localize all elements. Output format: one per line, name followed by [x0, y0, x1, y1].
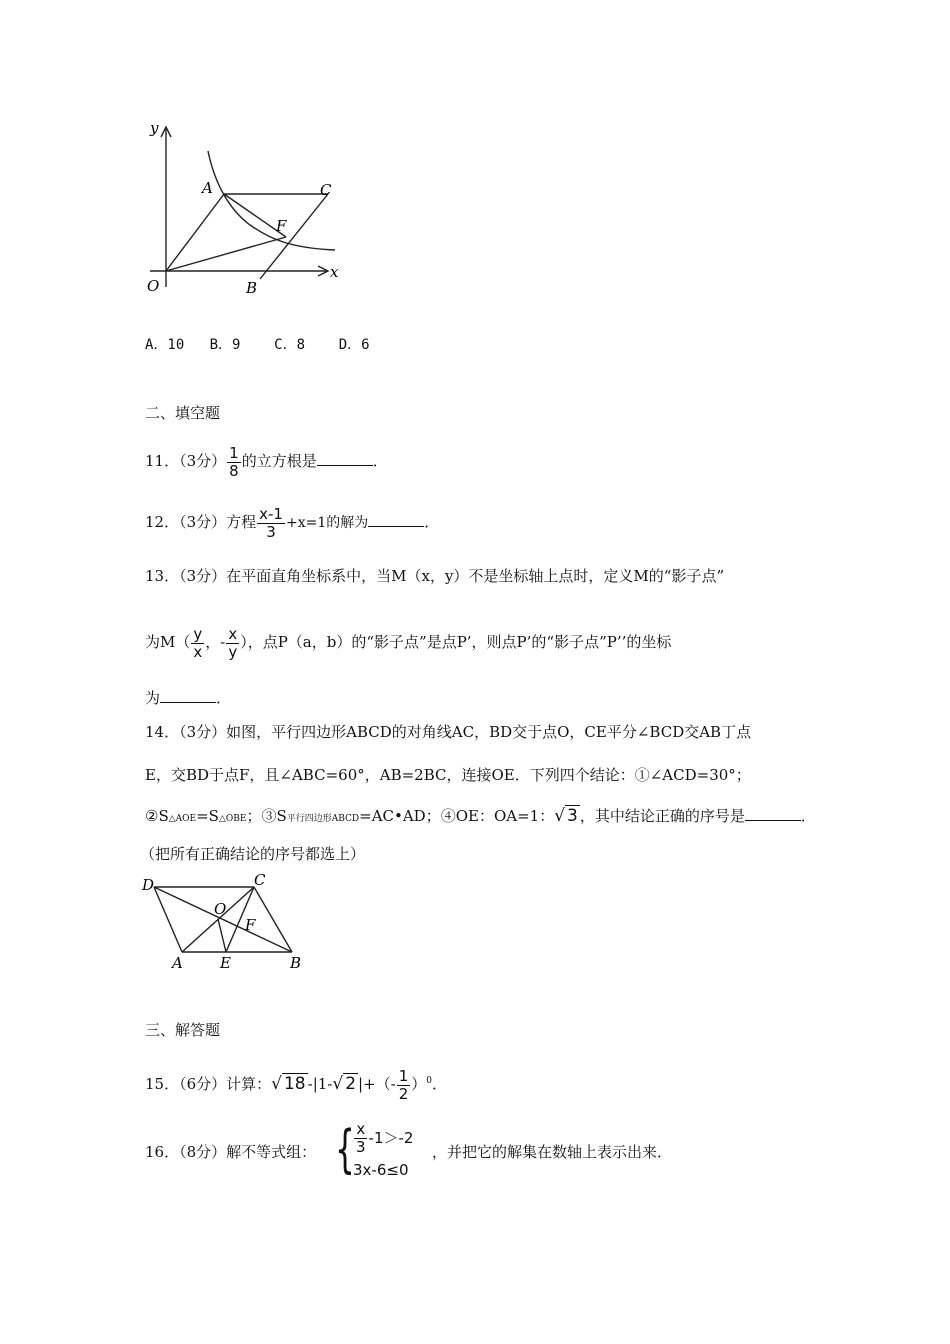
- q11-denominator: 8: [229, 461, 239, 480]
- q15-suffix: ）: [411, 1075, 427, 1093]
- q14-sub-parallelogram: 平行四边形ABCD: [286, 814, 360, 824]
- q11-suffix: 的立方根是: [241, 452, 317, 470]
- q12-fraction: [257, 506, 285, 541]
- label-O2: O: [214, 900, 227, 918]
- q13-answer-blank[interactable]: [160, 688, 216, 703]
- question-14-line1: 14．（3分）如图，平行四边形ABCD的对角线AC，BD交于点O，CE平分∠BCD交AB丁点: [145, 723, 752, 741]
- q14-l3-c: ；③S: [246, 807, 287, 825]
- q11-prefix: 11．（3分）: [145, 452, 227, 470]
- option-b: B．9: [209, 337, 241, 353]
- q15-fraction: [397, 1068, 411, 1103]
- q16-denominator: 3: [356, 1137, 366, 1156]
- q14-l3-e: ，其中结论正确的序号是: [579, 807, 745, 825]
- q13-pre: 为M（: [145, 633, 191, 651]
- q13-post: ），点P（a，b）的“影子点”是点P’，则点P’的“影子点”P’’的坐标: [240, 633, 672, 651]
- q11-answer-blank[interactable]: [317, 451, 373, 466]
- option-a: A．10: [145, 337, 185, 353]
- option-d: D．6: [338, 337, 370, 353]
- q16-numerator: x: [356, 1119, 366, 1138]
- label-E2: E: [220, 954, 231, 972]
- label-x: x: [330, 263, 339, 281]
- q15-denominator: 2: [398, 1084, 409, 1103]
- q14-l3-a: ②S: [145, 807, 169, 825]
- label-B2: B: [290, 954, 302, 972]
- q13-f2-denominator: y: [228, 642, 238, 661]
- question-15: [145, 1062, 447, 1103]
- q16-inequality-1: [353, 1120, 413, 1156]
- q13-mid: ，-: [205, 633, 226, 651]
- q15-mid1: -|1-: [307, 1075, 333, 1093]
- segment-OA: [166, 194, 224, 271]
- question-14-line4: （把所有正确结论的序号都选上）: [140, 845, 366, 863]
- q14-radicand: 3: [567, 806, 578, 826]
- label-C: C: [320, 181, 332, 199]
- q14-l3-d: =AC•AD；④OE：OA=1：: [359, 807, 555, 825]
- segment-AD: [154, 887, 182, 952]
- q16-brace: {: [335, 1120, 355, 1180]
- q12-denominator: 3: [266, 522, 276, 541]
- q15-radicand-18: 18: [283, 1074, 306, 1094]
- question-13-line2: [145, 622, 671, 662]
- q12-prefix: 12．（3分）方程: [145, 513, 257, 531]
- question-13-line1: 13．（3分）在平面直角坐标系中，当M（x，y）不是坐标轴上点时，定义M的“影子点”: [145, 567, 725, 585]
- q13-f1-numerator: y: [193, 624, 203, 643]
- q12-numerator: x-1: [259, 504, 283, 523]
- label-A2: A: [172, 954, 183, 972]
- q13-f1-denominator: x: [193, 642, 203, 661]
- q15-mid2: |+（-: [358, 1075, 396, 1093]
- question-14-line2: E，交BD于点F，且∠ABC=60°，AB=2BC，连接OE．下列四个结论：①∠ACD=30°；: [145, 766, 751, 784]
- q13-f2-numerator: x: [228, 624, 238, 643]
- q12-answer-blank[interactable]: [368, 512, 424, 527]
- segment-OF: [166, 237, 286, 271]
- segment-OE: [218, 919, 226, 952]
- label-F: F: [276, 217, 287, 235]
- section-heading-fill-blank: 二、填空题: [145, 404, 221, 422]
- q11-fraction: [227, 445, 241, 480]
- q14-answer-blank[interactable]: [745, 806, 801, 821]
- label-B: B: [246, 279, 258, 297]
- question-14-line3: [145, 804, 816, 831]
- q11-numerator: 1: [229, 443, 239, 462]
- label-F2: F: [245, 916, 256, 934]
- q14-sqrt: √ 3: [554, 806, 578, 826]
- q13-fraction-1: [191, 626, 204, 661]
- q13-line3-text: 为: [145, 689, 161, 707]
- figure-parallelogram-abcd: [140, 872, 315, 972]
- q15-exponent: 0: [426, 1076, 433, 1086]
- q13-end: ．: [216, 689, 232, 707]
- q12-end: ．: [424, 513, 440, 531]
- label-y: y: [150, 119, 159, 137]
- q15-numerator: 1: [398, 1066, 409, 1085]
- label-O: O: [147, 277, 160, 295]
- q16-ineq1-rest: -1＞-2: [368, 1129, 414, 1147]
- q12-suffix: +x=1的解为: [285, 515, 369, 531]
- question-11: [145, 442, 388, 480]
- option-c: C．8: [274, 337, 306, 353]
- q15-prefix: 15．（6分）计算：: [145, 1075, 272, 1093]
- q15-sqrt-2: √ 2: [332, 1074, 357, 1094]
- q15-radicand-2: 2: [345, 1074, 357, 1094]
- q10-options: [145, 335, 370, 355]
- q14-end: ．: [800, 807, 816, 825]
- q14-sub-aoe: △AOE: [168, 814, 197, 824]
- hyperbola-curve: [208, 151, 335, 250]
- q14-sub-obe: △OBE: [218, 814, 247, 824]
- q16-prefix: 16．（8分）解不等式组：: [145, 1143, 317, 1161]
- q16-system: [353, 1120, 413, 1184]
- q16-inequality-2: 3x-6≤0: [353, 1161, 409, 1179]
- section-heading-solutions: 三、解答题: [145, 1021, 221, 1039]
- segment-CB: [254, 887, 292, 952]
- question-12: [145, 503, 439, 542]
- q16-suffix: ，并把它的解集在数轴上表示出来．: [432, 1143, 673, 1161]
- q15-end: ．: [432, 1075, 448, 1093]
- q16-fraction: [354, 1121, 368, 1156]
- label-D: D: [142, 876, 155, 894]
- label-C2: C: [254, 872, 266, 889]
- q13-fraction-2: [226, 626, 239, 661]
- question-13-line3: [145, 688, 231, 708]
- q11-end: ．: [372, 452, 388, 470]
- figure-hyperbola-parallelogram: [140, 115, 345, 300]
- label-A: A: [202, 179, 213, 197]
- q14-l3-b: =S: [196, 807, 219, 825]
- q15-sqrt-18: √ 18: [271, 1074, 306, 1094]
